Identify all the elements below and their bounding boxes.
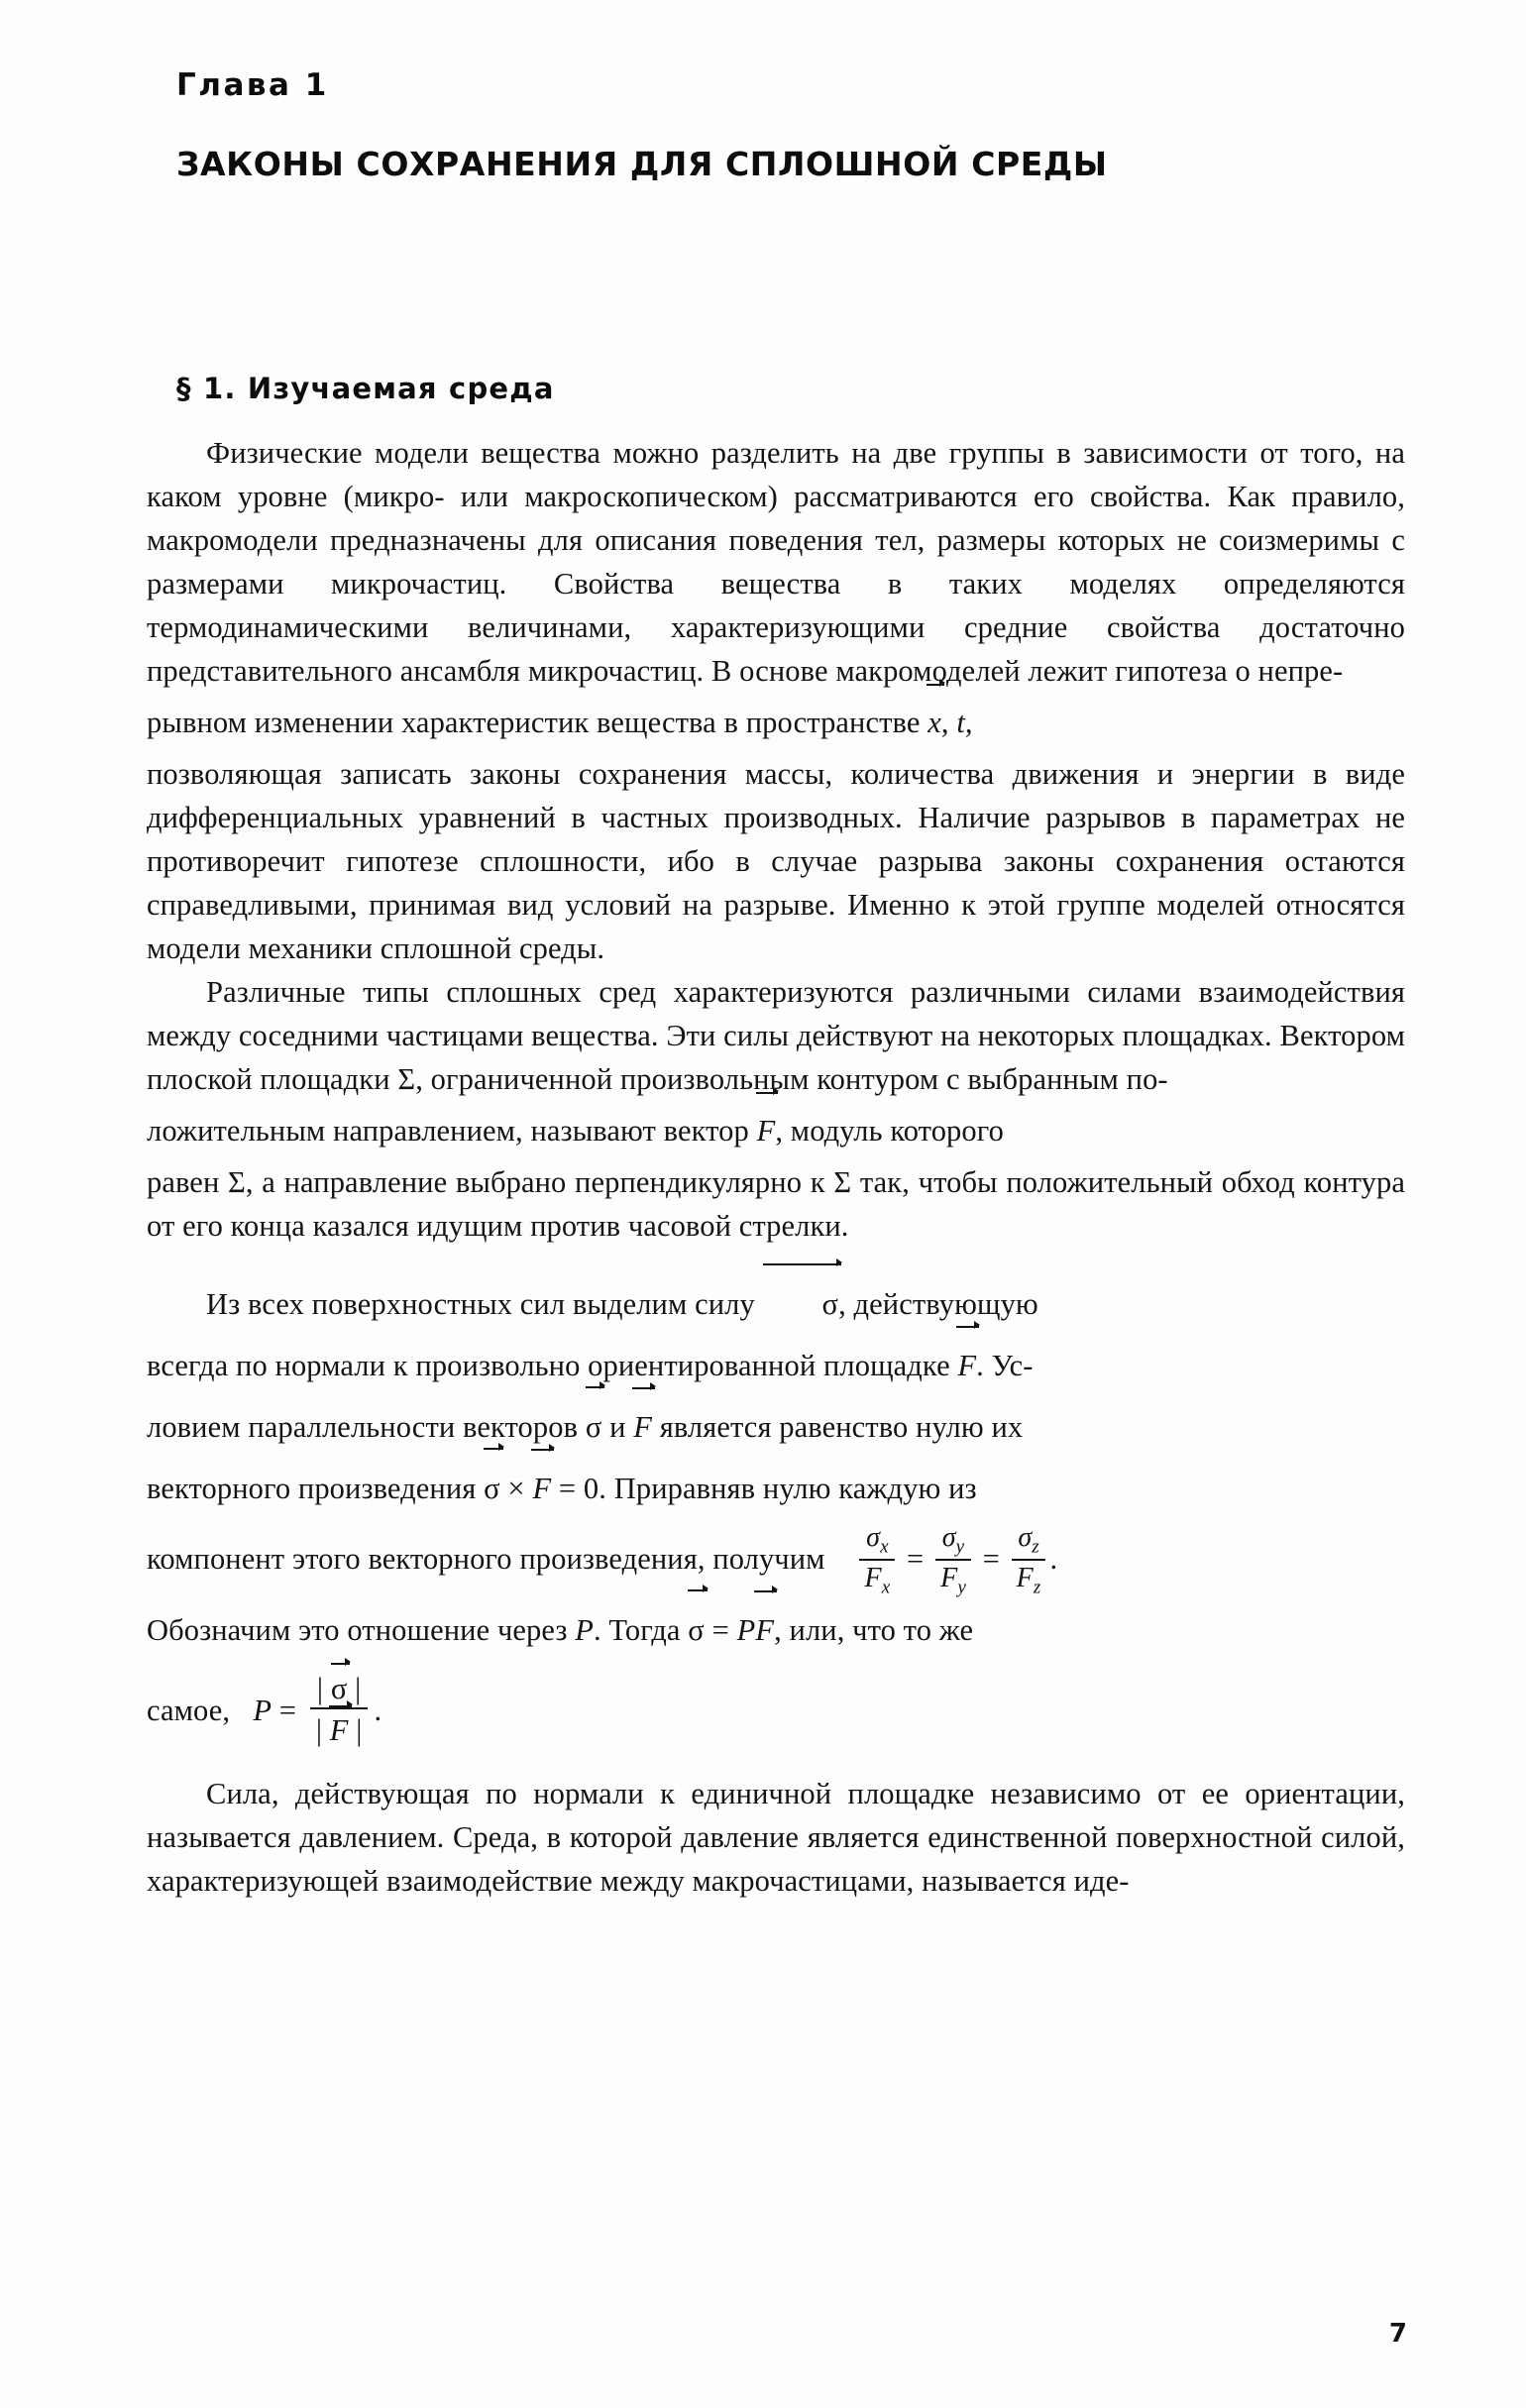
paragraph-with-vector-F xyxy=(147,1101,1405,1160)
fraction-denominator: | F | xyxy=(315,1713,363,1748)
paragraph-with-vector-F xyxy=(147,1335,1405,1396)
fraction-numerator: | σ | xyxy=(310,1673,369,1709)
fraction-sigma-x-over-F-x xyxy=(859,1522,895,1598)
vector-F: F xyxy=(957,1335,976,1396)
equals-sign: = xyxy=(982,1542,1000,1576)
vector-sigma: σ xyxy=(484,1458,500,1519)
fraction-sigma-z-over-F-z xyxy=(1012,1522,1046,1598)
text-run: Из всех поверхностных сил выделим силу xyxy=(206,1287,763,1321)
chapter-label: Глава 1 xyxy=(176,67,329,103)
vector-F: F xyxy=(755,1599,774,1661)
text-run: векторного произведения xyxy=(147,1472,485,1505)
vector-F: F xyxy=(532,1458,551,1519)
fraction-numerator: $\sigma_x$ xyxy=(859,1522,895,1561)
vector-F: F xyxy=(329,1713,349,1748)
page-number: 7 xyxy=(1388,2319,1407,2349)
multiplication-sign: × xyxy=(507,1472,525,1505)
paragraph-with-vector-sigma xyxy=(147,1273,1405,1335)
variable-P: P xyxy=(253,1694,272,1728)
formula-sigma-equals-PF xyxy=(688,1613,774,1647)
paragraph-text: позволяющая записать законы сохранения массы, количества движения и энергии в виде дифференциальных уравнений в частных производных. Наличие разрывов в параметрах не противоречит гипотезе сплошности, ибо в случае разрыва законы сохранения остаются справедливыми, принимая вид условий на разрыве. Именно к этой группе моделей относятся модели механики сплошной среды. xyxy=(147,757,1405,965)
subscript: x xyxy=(880,1536,889,1558)
fraction-modulus-sigma-over-modulus-F xyxy=(310,1673,369,1746)
text-run: является равенство нулю их xyxy=(651,1410,1024,1444)
text-run: ложительным направлением, называют вектор xyxy=(147,1114,757,1148)
equals-sign: = xyxy=(907,1542,925,1576)
body-paragraph-4 xyxy=(147,1772,1405,1903)
text-run: Обозначим это отношение через xyxy=(147,1613,576,1648)
paragraph-cross-product xyxy=(147,1458,1405,1519)
text-run: , xyxy=(940,706,957,739)
fraction-sigma-y-over-F-y xyxy=(935,1522,971,1598)
paragraph-parallel-condition xyxy=(147,1396,1405,1458)
vector-sigma: σ xyxy=(688,1599,705,1661)
vector-F: F xyxy=(757,1101,776,1160)
vector-sigma: σ xyxy=(330,1672,348,1706)
text-run: рывном изменении характеристик вещества в пространстве xyxy=(147,706,928,739)
fraction-denominator: $F_x$ xyxy=(864,1562,891,1598)
text-run: . Ус- xyxy=(976,1349,1034,1382)
vector-F: F xyxy=(633,1396,652,1458)
fraction-denominator: $F_z$ xyxy=(1016,1562,1041,1598)
paragraph-P-definition-formula xyxy=(147,1661,1405,1760)
text-run: , модуль которого xyxy=(775,1114,1004,1148)
body-paragraph-3 xyxy=(147,1273,1405,1760)
period: . xyxy=(1049,1542,1058,1576)
text-run: . Приравняв нулю каждую из xyxy=(599,1472,977,1505)
equals-sign: = xyxy=(704,1613,737,1648)
chapter-title: ЗАКОНЫ СОХРАНЕНИЯ ДЛЯ СПЛОШНОЙ СРЕДЫ xyxy=(176,145,1108,183)
formula-cross-product xyxy=(484,1472,599,1505)
equals-zero: = 0 xyxy=(558,1472,600,1505)
text-run: ловием параллельности векторов xyxy=(147,1410,586,1444)
paragraph-text: равен Σ, а направление выбрано перпендикулярно к Σ так, чтобы положительный обход контура от его конца казался идущим против часовой стрелки. xyxy=(147,1165,1405,1243)
text-run: компонент этого векторного произведения, получим xyxy=(147,1542,825,1576)
vector-sigma: σ xyxy=(763,1273,839,1335)
paragraph-with-vector-x-t xyxy=(147,693,1405,752)
fraction-numerator: $\sigma_z$ xyxy=(1012,1522,1046,1561)
body-paragraph-2 xyxy=(147,970,1405,1248)
variable-P: P xyxy=(575,1613,594,1648)
vector-sigma: σ xyxy=(586,1396,602,1458)
fraction-denominator: $F_y$ xyxy=(940,1562,966,1598)
text-run: . Тогда xyxy=(593,1613,689,1648)
subscript: y xyxy=(957,1577,966,1598)
section-title: § 1. Изучаемая среда xyxy=(176,372,555,405)
vector-x: x xyxy=(927,693,941,752)
period: . xyxy=(374,1694,382,1728)
text-run: самое, xyxy=(147,1694,238,1728)
subscript: z xyxy=(1033,1577,1041,1598)
paragraph-text: Различные типы сплошных сред характеризуются различными силами взаимодействия между соседними частицами вещества. Эти силы действуют на некоторых площадках. Вектором плоской площадки Σ, ограниченной произвольным контуром с выбранным по- xyxy=(147,975,1405,1096)
paragraph-define-P xyxy=(147,1599,1405,1661)
subscript: y xyxy=(955,1536,965,1558)
subscript: z xyxy=(1032,1536,1039,1558)
body-paragraph-1 xyxy=(147,431,1405,970)
fraction-numerator: $\sigma_y$ xyxy=(935,1522,971,1561)
paragraph-text: Сила, действующая по нормали к единичной площадке независимо от ее ориентации, называется давлением. Среда, в которой давление является единственной поверхностной силой, характеризующей взаимодействие между макрочастицами, называется иде- xyxy=(147,1777,1405,1899)
page-content xyxy=(119,40,1427,1903)
text-run: , действующую xyxy=(838,1287,1038,1321)
paragraph-text: Физические модели вещества можно разделить на две группы в зависимости от того, на каком уровне (микро- или макроскопическом) рассматриваются его свойства. Как правило, макромодели предназначены для описания поведения тел, размеры которых не соизмеримы с размерами микрочастиц. Свойства вещества в таких моделях определяются термодинамическими величинами, характеризующими средние свойства достаточно представительного ансамбля микрочастиц. В основе макромоделей лежит гипотеза о непре- xyxy=(147,436,1405,688)
text-run: всегда по нормали к произвольно ориентированной площадке xyxy=(147,1349,958,1382)
variable-t: t, xyxy=(956,706,973,739)
text-run: и xyxy=(601,1410,634,1444)
text-run: , или, что то же xyxy=(774,1613,974,1648)
variable-P: P xyxy=(736,1613,756,1648)
equals-sign: = xyxy=(278,1694,297,1728)
subscript: x xyxy=(881,1577,891,1598)
